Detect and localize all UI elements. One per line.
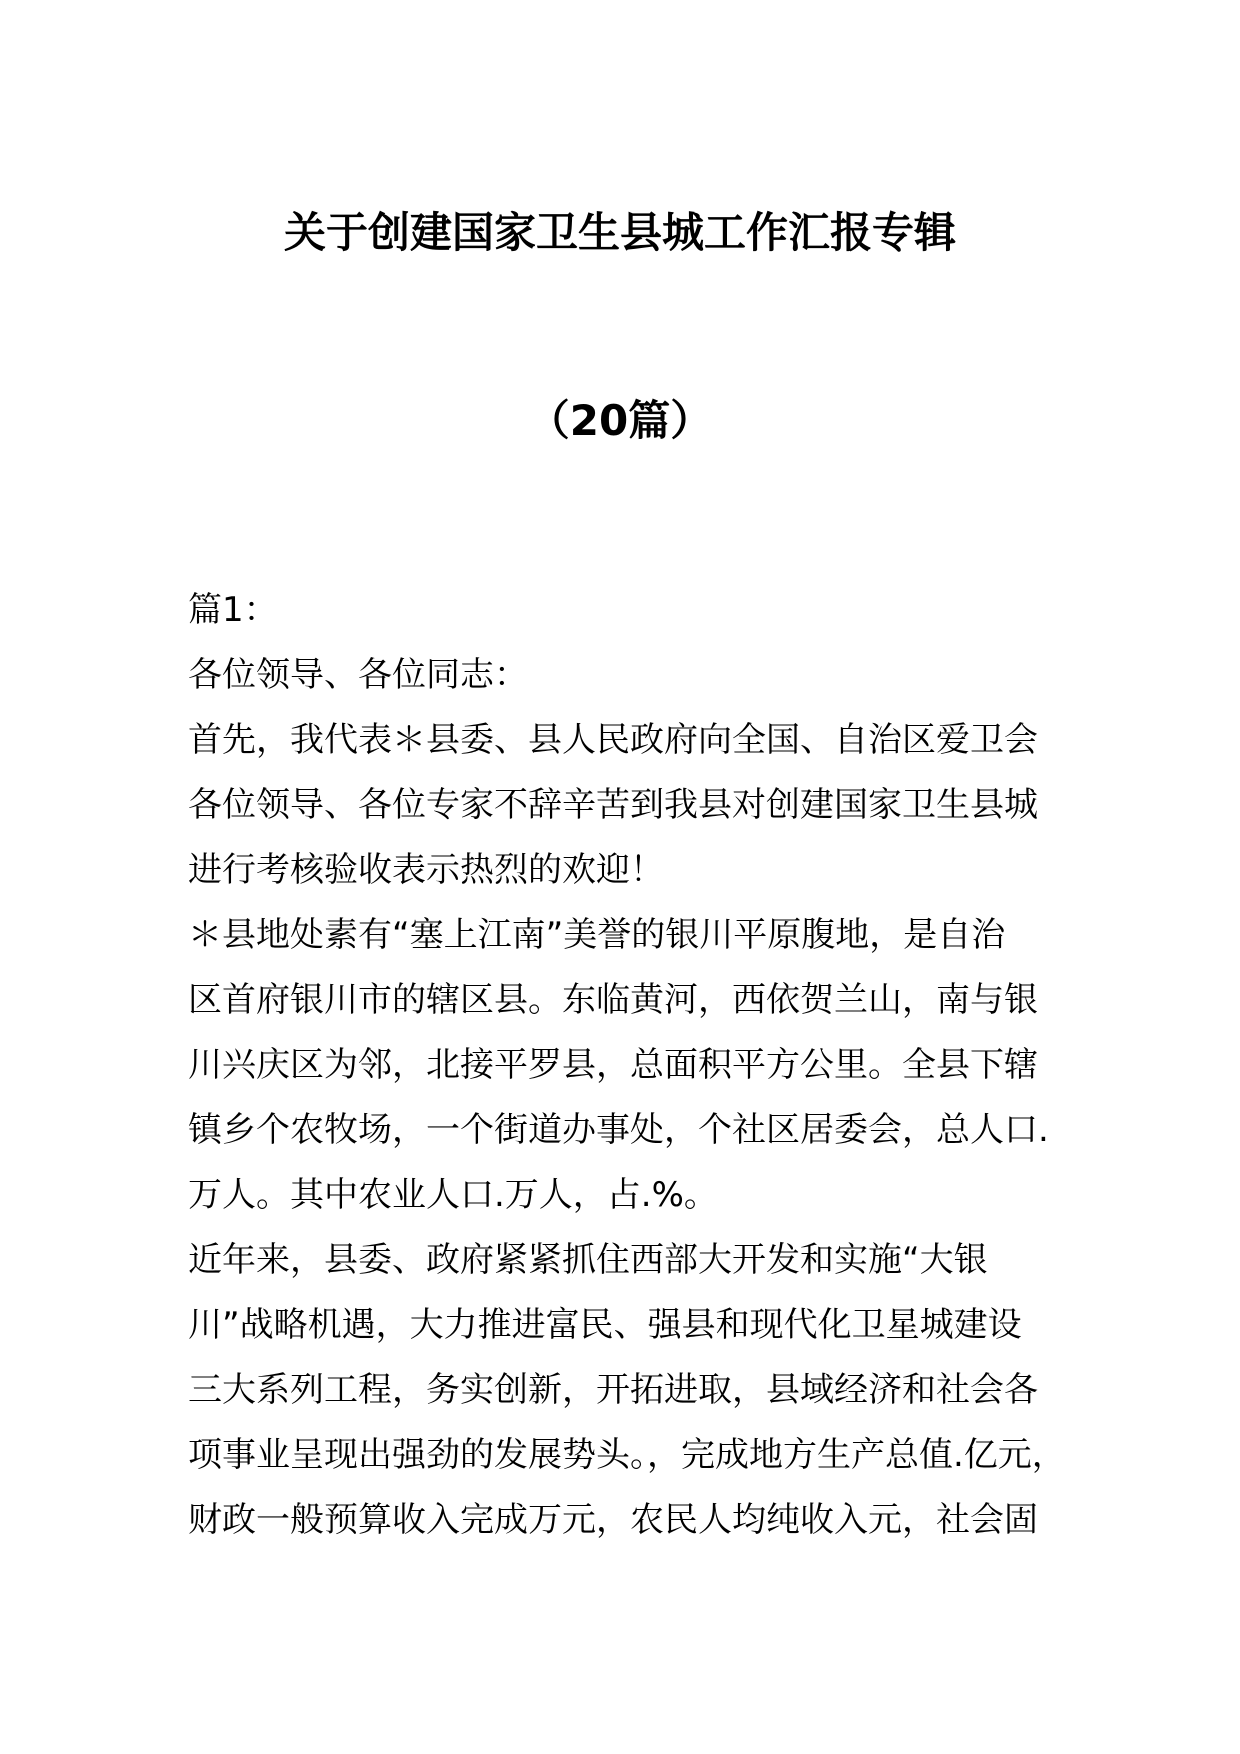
text-line: 各位领导、各位专家不辞辛苦到我县对创建国家卫生县城 [188, 785, 1038, 825]
text-line: 川”战略机遇，大力推进富民、强县和现代化卫星城建设 [188, 1305, 1022, 1345]
salutation: 各位领导、各位同志： [188, 655, 528, 695]
text-line: 项事业呈现出强劲的发展势头。，完成地方生产总值.亿元， [188, 1435, 1066, 1475]
text-line: 万人。其中农业人口.万人，占.%。 [188, 1175, 718, 1215]
text-line: 川兴庆区为邻，北接平罗县，总面积平方公里。全县下辖 [188, 1045, 1038, 1085]
text-line: 三大系列工程，务实创新，开拓进取，县域经济和社会各 [188, 1370, 1038, 1410]
document-title: 关于创建国家卫生县城工作汇报专辑 [283, 208, 956, 257]
document-subtitle: （20篇） [527, 396, 713, 445]
text-line: 财政一般预算收入完成万元，农民人均纯收入元，社会固 [188, 1500, 1038, 1540]
text-line: 近年来，县委、政府紧紧抓住西部大开发和实施“大银 [188, 1240, 988, 1280]
section-heading: 篇1： [188, 590, 278, 630]
text-line: 区首府银川市的辖区县。东临黄河，西依贺兰山，南与银 [188, 980, 1038, 1020]
text-line: 进行考核验收表示热烈的欢迎！ [188, 850, 664, 890]
text-line: 镇乡个农牧场，一个街道办事处，个社区居委会，总人口. [188, 1110, 1049, 1150]
document-body [188, 578, 1088, 1553]
text-line: 首先，我代表＊县委、县人民政府向全国、自治区爱卫会 [188, 720, 1038, 760]
text-line: ＊县地处素有“塞上江南”美誉的银川平原腹地，是自治 [188, 915, 1006, 955]
